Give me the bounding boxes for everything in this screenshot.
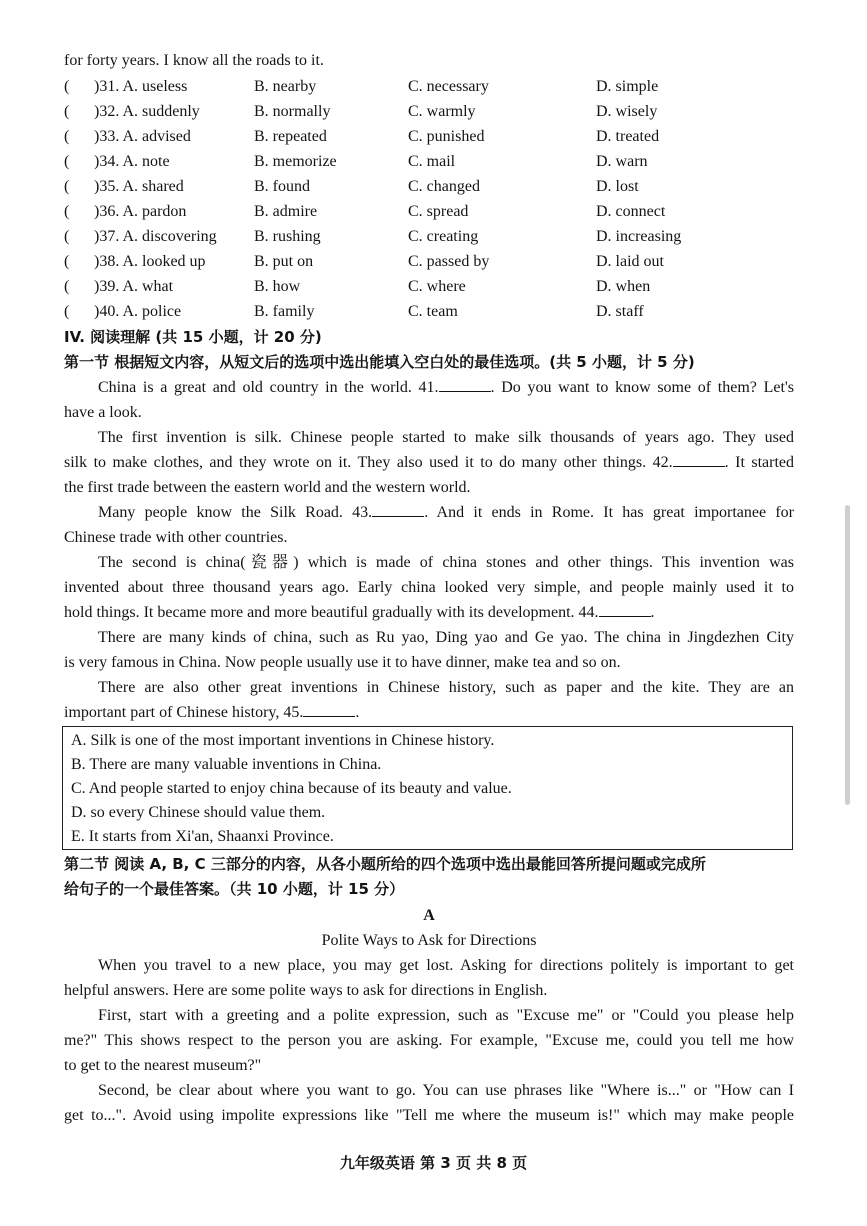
option-item: C. And people started to enjoy china because of its beauty and value. [71, 780, 512, 797]
answer-paren: ( [64, 103, 70, 120]
option-a: )32. A. suddenly [94, 103, 200, 120]
option-d: D. lost [596, 178, 639, 195]
paragraph-line: China is a great and old country in the world. 41. . Do you want to know some of them? Let's [98, 379, 795, 396]
option-b: B. how [254, 278, 301, 295]
option-item: A. Silk is one of the most important inventions in Chinese history. [71, 732, 495, 749]
question-row [64, 300, 794, 324]
answer-paren: ( [64, 253, 70, 270]
option-a: )34. A. note [94, 153, 170, 170]
paragraph-line: When you travel to a new place, you may get lost. Asking for directions politely is important to get [98, 957, 794, 974]
option-c: C. creating [408, 228, 479, 245]
option-item: B. There are many valuable inventions in China. [71, 756, 382, 773]
paragraph-line: silk to make clothes, and they wrote on it. They also used it to do many other things. 42. . It started [64, 454, 795, 471]
option-item: E. It starts from Xi'an, Shaanxi Province. [71, 828, 334, 845]
scrollbar[interactable] [845, 505, 850, 805]
option-b: B. admire [254, 203, 318, 220]
paragraph-line: Chinese trade with other countries. [64, 529, 288, 546]
option-b: B. put on [254, 253, 314, 270]
option-item: D. so every Chinese should value them. [71, 804, 326, 821]
paragraph-line: to get to the nearest museum?" [64, 1057, 262, 1074]
option-a: )39. A. what [94, 278, 174, 295]
option-c: C. changed [408, 178, 480, 195]
blank-41 [439, 377, 491, 392]
part2-heading-cont: 给句子的一个最佳答案。（共 10 小题，计 15 分） [64, 880, 405, 898]
answer-paren: ( [64, 153, 70, 170]
paragraph-line: have a look. [64, 404, 142, 421]
option-d: D. warn [596, 153, 648, 170]
paragraph-line: Many people know the Silk Road. 43. . And it ends in Rome. It has great importanee for [98, 504, 795, 521]
part2-heading: 第二节 阅读 A, B, C 三部分的内容，从各小题所给的四个选项中选出最能回答所提问题或完成所 [64, 855, 706, 873]
answer-paren: ( [64, 78, 70, 95]
options-box [62, 726, 793, 850]
option-b: B. memorize [254, 153, 337, 170]
paragraph-line: There are many kinds of china, such as Ru yao, Ding yao and Ge yao. The china in Jingdezhen City [98, 629, 794, 646]
option-c: C. mail [408, 153, 456, 170]
question-row [64, 275, 794, 299]
answer-paren: ( [64, 128, 70, 145]
blank-44 [599, 602, 651, 617]
question-row [64, 200, 794, 224]
answer-paren: ( [64, 278, 70, 295]
option-d: D. increasing [596, 228, 682, 245]
option-b: B. family [254, 303, 315, 320]
paragraph-line: me?" This shows respect to the person you are asking. For example, "Excuse me, could you tell me how [64, 1032, 794, 1049]
page-footer: 九年级英语 第 3 页 共 8 页 [339, 1154, 528, 1172]
option-a: )38. A. looked up [94, 253, 206, 270]
paragraph-line: The second is china(瓷器) which is made of china stones and other things. This invention was [98, 554, 794, 571]
passage-letter: A [423, 907, 435, 924]
question-row [64, 150, 794, 174]
section-heading: IV. 阅读理解 (共 15 小题，计 20 分) [64, 328, 322, 346]
option-d: D. staff [596, 303, 644, 320]
paragraph-line: important part of Chinese history, 45. . [64, 704, 360, 721]
option-c: C. where [408, 278, 466, 295]
option-c: C. passed by [408, 253, 490, 270]
answer-paren: ( [64, 228, 70, 245]
option-a: )37. A. discovering [94, 228, 217, 245]
question-row [64, 75, 794, 99]
option-a: )40. A. police [94, 303, 182, 320]
option-c: C. spread [408, 203, 469, 220]
question-row [64, 125, 794, 149]
option-d: D. treated [596, 128, 660, 145]
paragraph-line: is very famous in China. Now people usually use it to have dinner, make tea and so on. [64, 654, 621, 671]
option-c: C. warmly [408, 103, 476, 120]
paragraph-line: hold things. It became more and more beautiful gradually with its development. 44. . [64, 604, 655, 621]
option-b: B. normally [254, 103, 331, 120]
paragraph-line: invented about three thousand years ago. Early china looked very simple, and people mainly used it to [64, 579, 794, 596]
option-c: C. team [408, 303, 458, 320]
paragraph-line: First, start with a greeting and a polite expression, such as "Excuse me" or "Could you please help [98, 1007, 794, 1024]
paragraph-line: helpful answers. Here are some polite ways to ask for directions in English. [64, 982, 548, 999]
blank-42 [673, 452, 725, 467]
option-b: B. repeated [254, 128, 327, 145]
option-d: D. wisely [596, 103, 658, 120]
option-c: C. punished [408, 128, 485, 145]
blank-43 [372, 502, 424, 517]
blank-45 [303, 702, 355, 717]
answer-paren: ( [64, 203, 70, 220]
option-d: D. connect [596, 203, 666, 220]
question-row [64, 175, 794, 199]
passage-title: Polite Ways to Ask for Directions [321, 932, 537, 949]
option-b: B. found [254, 178, 310, 195]
paragraph-line: There are also other great inventions in Chinese history, such as paper and the kite. They are an [98, 679, 794, 696]
option-b: B. rushing [254, 228, 321, 245]
question-row [64, 225, 794, 249]
answer-paren: ( [64, 303, 70, 320]
option-a: )33. A. advised [94, 128, 191, 145]
paragraph-line: get to...". Avoid using impolite expressions like "Tell me where the museum is!" which may make people [64, 1107, 794, 1124]
option-b: B. nearby [254, 78, 317, 95]
option-d: D. when [596, 278, 651, 295]
part1-heading: 第一节 根据短文内容，从短文后的选项中选出能填入空白处的最佳选项。(共 5 小题，计 5 分) [64, 353, 695, 371]
option-d: D. simple [596, 78, 659, 95]
option-a: )31. A. useless [94, 78, 188, 95]
option-c: C. necessary [408, 78, 489, 95]
question-row [64, 250, 794, 274]
paragraph-line: The first invention is silk. Chinese people started to make silk thousands of years ago. They used [98, 429, 794, 446]
option-a: )35. A. shared [94, 178, 184, 195]
top-line: for forty years. I know all the roads to it. [64, 52, 324, 69]
answer-paren: ( [64, 178, 70, 195]
paragraph-line: the first trade between the eastern world and the western world. [64, 479, 471, 496]
question-row [64, 100, 794, 124]
option-d: D. laid out [596, 253, 664, 270]
paragraph-line: Second, be clear about where you want to go. You can use phrases like "Where is..." or "How can I [98, 1082, 794, 1099]
option-a: )36. A. pardon [94, 203, 187, 220]
